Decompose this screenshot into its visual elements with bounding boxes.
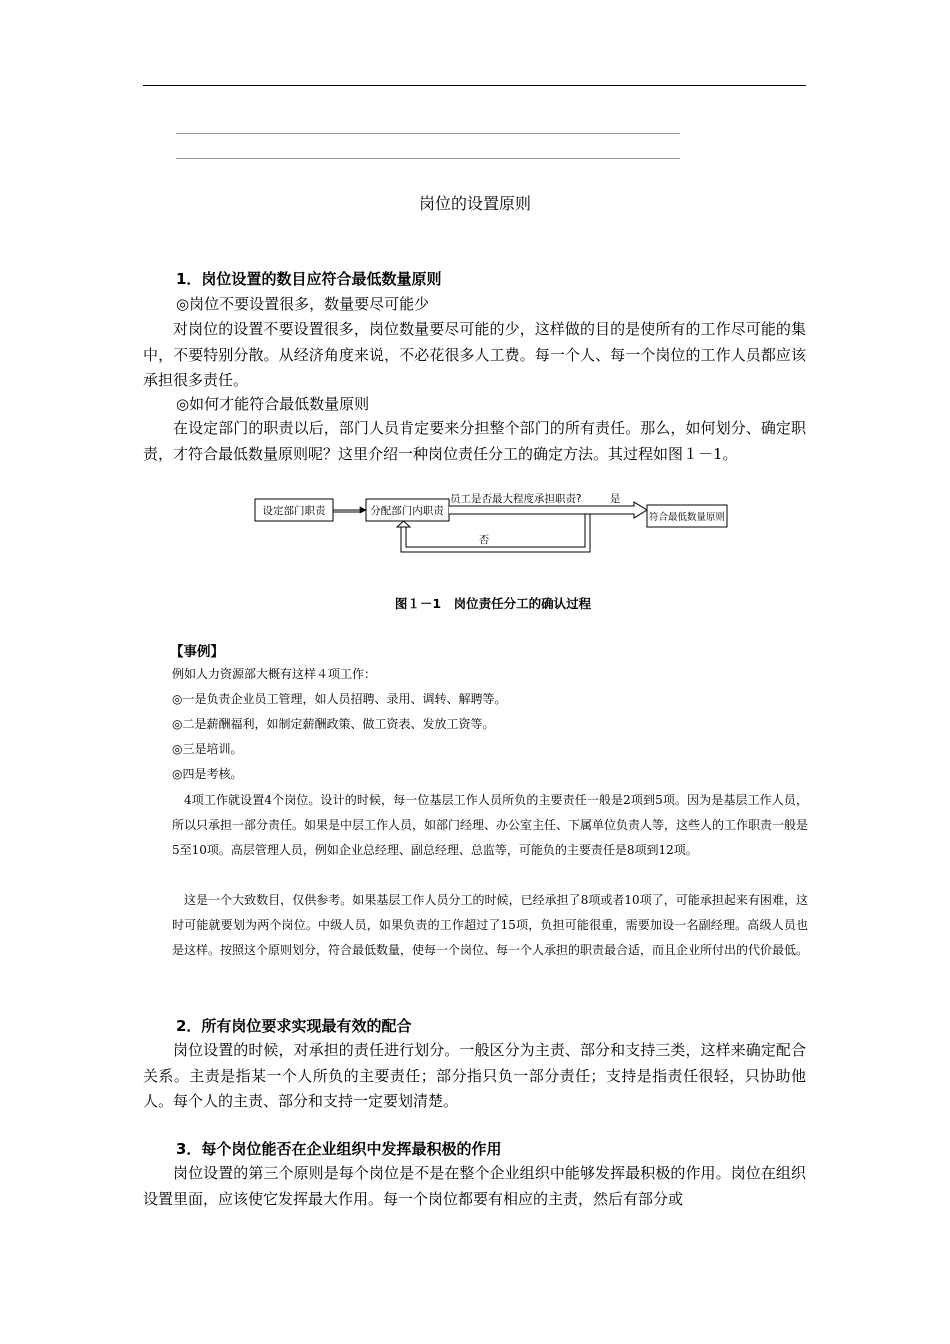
box-set-duties-label: 设定部门职责	[262, 505, 326, 517]
section1-bullet2: ◎如何才能符合最低数量原则	[176, 395, 370, 413]
example-intro: 例如人力资源部大概有这样４项工作：	[172, 667, 377, 681]
example-para1: 4项工作就设置4个岗位。设计的时候，每一位基层工作人员所负的主要责任一般是2项到5项。因为是基层工作人员，所以只承担一部分责任。如果是中层工作人员，如部门经理、办公室主任、下属单位负责人等，这些人的工作职责一般是5至10项。高层管理人员，例如企业总经理、副总经理、总监等，可能负的主要责任是8项到12项。	[172, 793, 809, 857]
flow-diagram	[250, 490, 740, 560]
divider-line	[176, 133, 680, 134]
box-assign-duties-label: 分配部门内职责	[370, 505, 444, 517]
header-rule	[143, 85, 806, 86]
question-label: 员工是否最大程度承担职责?	[450, 493, 582, 505]
figure-caption: 图１－1 岗位责任分工的确认过程	[394, 596, 592, 611]
example-item: ◎四是考核。	[172, 767, 243, 781]
box-min-principle-label: 符合最低数量原则	[648, 512, 726, 523]
example-item: ◎一是负责企业员工管理，如人员招聘、录用、调转、解聘等。	[172, 692, 507, 706]
example-para2: 这是一个大致数目，仅供参考。如果基层工作人员分工的时候，已经承担了8项或者10项了，可能承担起来有困难，这时可能就要划为两个岗位。中级人员，如果负责的工作超过了15项，负担可能很重，需要加设一名副经理。高级人员也是这样。按照这个原则划分，符合最低数量，使每一个岗位、每一个人承担的职责最合适，而且企业所付出的代价最低。	[172, 893, 809, 957]
section1-heading: 1．岗位设置的数目应符合最低数量原则	[176, 270, 442, 288]
section3-heading: 3．每个岗位能否在企业组织中发挥最积极的作用	[176, 1140, 502, 1158]
divider-line	[176, 158, 680, 159]
example-list	[172, 662, 808, 787]
example-item: ◎三是培训。	[172, 742, 243, 756]
example-heading: 【事例】	[170, 644, 224, 660]
section1-para1: 对岗位的设置不要设置很多，岗位数量要尽可能的少，这样做的目的是使所有的工作尽可能的集中，不要特别分散。从经济角度来说，不必花很多人工费。每一个人、每一个岗位的工作人员都应该承担很多责任。	[143, 320, 806, 389]
section2-heading: 2．所有岗位要求实现最有效的配合	[176, 1017, 412, 1035]
example-item: ◎二是薪酬福利，如制定薪酬政策、做工资表、发放工资等。	[172, 717, 495, 731]
section3-para: 岗位设置的第三个原则是每个岗位是不是在整个企业组织中能够发挥最积极的作用。岗位在组织设置里面，应该使它发挥最大作用。每一个岗位都要有相应的主责，然后有部分或	[143, 1164, 806, 1208]
page-title: 岗位的设置原则	[418, 194, 531, 213]
yes-label: 是	[610, 493, 621, 505]
section2-para: 岗位设置的时候，对承担的责任进行划分。一般区分为主责、部分和支持三类，这样来确定配合关系。主责是指某一个人所负的主要责任；部分指只负一部分责任；支持是指责任很轻，只协助他人。每个人的主责、部分和支持一定要划清楚。	[143, 1041, 806, 1110]
no-label: 否	[478, 534, 490, 546]
section1-para2: 在设定部门的职责以后，部门人员肯定要来分担整个部门的所有责任。那么，如何划分、确定职责，才符合最低数量原则呢？这里介绍一种岗位责任分工的确定方法。其过程如图１－1。	[143, 419, 806, 463]
section1-bullet1: ◎岗位不要设置很多，数量要尽可能少	[176, 295, 430, 313]
